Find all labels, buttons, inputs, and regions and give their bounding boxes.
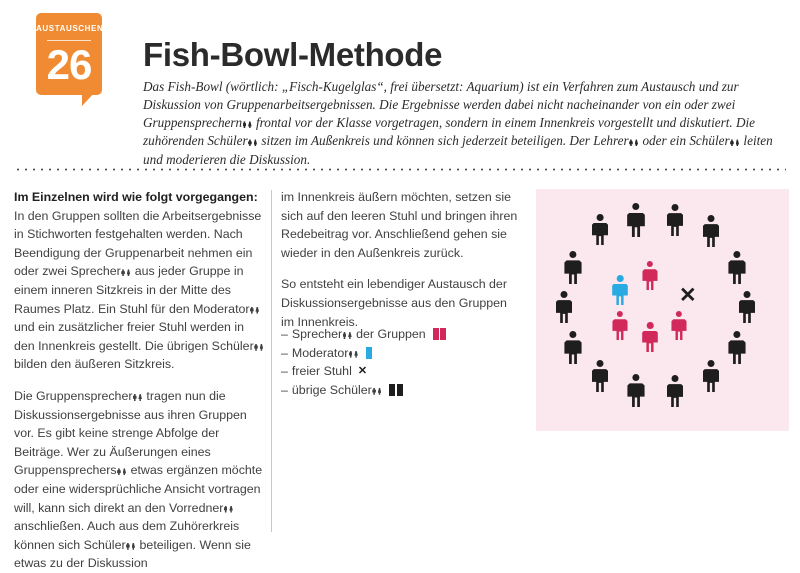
gender-pair-icon bbox=[121, 266, 130, 276]
outer-circle-student-icon bbox=[703, 360, 720, 392]
badge-number-label: 26 bbox=[46, 41, 92, 88]
blue-person-icon bbox=[366, 347, 372, 359]
speaker-person-icon bbox=[642, 261, 657, 290]
outer-circle-student-icon bbox=[627, 203, 645, 237]
fish-bowl-seating-diagram bbox=[536, 189, 789, 431]
outer-circle-student-icon bbox=[564, 331, 581, 364]
person-body bbox=[642, 269, 657, 290]
method-number-badge bbox=[36, 13, 102, 95]
column-divider bbox=[271, 190, 272, 532]
cross-mark-icon: ✕ bbox=[357, 364, 368, 377]
person-body bbox=[564, 260, 581, 284]
person-head bbox=[676, 311, 682, 317]
gender-pair-icon bbox=[126, 540, 135, 550]
person-head bbox=[597, 214, 604, 221]
text-column-middle bbox=[281, 188, 521, 331]
person-icon bbox=[440, 328, 446, 340]
gender-pair-icon bbox=[349, 348, 358, 358]
person-icon bbox=[389, 384, 395, 396]
legend-dash: – bbox=[281, 327, 288, 341]
gender-pair-icon bbox=[224, 503, 233, 513]
person-body bbox=[703, 369, 720, 392]
legend-item bbox=[281, 325, 521, 344]
legend-item bbox=[281, 344, 521, 363]
person-head bbox=[560, 291, 567, 298]
person-head bbox=[647, 322, 654, 329]
person-head bbox=[442, 328, 445, 331]
dotted-separator bbox=[14, 168, 786, 171]
gender-pair-icon bbox=[248, 136, 257, 146]
person-head bbox=[671, 375, 678, 382]
person-body bbox=[728, 260, 745, 284]
person-body bbox=[739, 300, 756, 323]
person-head bbox=[596, 360, 603, 367]
intro-paragraph: Das Fish-Bowl (wörtlich: „Fisch-Kugelglas“, frei übersetzt: Aquarium) ist ein Verfahren zum Austausch und zur Diskussion von Gruppenarbeitsergebnissen. Die Ergebnisse werden dabei nicht nacheinander von ein oder zwei Gruppensprechern frontal vor der Klasse vorgetragen, sondern in einem Innenkreis vorgestellt und diskutiert. Die zuhörenden Schüler sitzen im Außenkreis und können sich jederzeit beteiligen. Der Lehrer oder ein Schüler leiten und moderieren die Diskussion. bbox=[143, 79, 773, 167]
two-red-person-icons bbox=[433, 328, 447, 340]
gender-pair-icon bbox=[372, 385, 381, 395]
outer-circle-student-icon bbox=[564, 251, 581, 284]
speaker-person-icon bbox=[642, 322, 658, 352]
person-body bbox=[366, 350, 372, 358]
person-body bbox=[671, 319, 686, 340]
legend-item bbox=[281, 381, 521, 400]
outer-circle-student-icon bbox=[739, 291, 756, 323]
page-title: Fish-Bowl-Methode bbox=[143, 36, 443, 74]
page-header bbox=[0, 0, 800, 167]
outer-circle-student-icon bbox=[556, 291, 573, 323]
left-column-paragraph-1: In den Gruppen sollten die Arbeitsergebnisse in Stichworten festgehalten werden. Nach Beendigung der Gruppenarbeit nehmen ein oder zwei Sprecher aus jeder Gruppe in einem inneren Sitzkreis in der Mitte des Raumes Platz. Ein Stuhl für den Moderator und ein zusätzlicher freier Stuhl werden in den Innenkreis gestellt. Die übrigen Schüler bilden den äußeren Sitzkreis. bbox=[14, 208, 262, 372]
person-head bbox=[743, 291, 750, 298]
outer-circle-student-icon bbox=[703, 215, 720, 247]
middle-column-paragraph-2: So entsteht ein lebendiger Austausch der Diskussionsergebnisse aus den Gruppen im Innenkreis. bbox=[281, 277, 507, 329]
person-body bbox=[667, 213, 684, 236]
person-head bbox=[434, 328, 437, 331]
speaker-person-icon bbox=[612, 311, 627, 340]
legend-item-label: Moderator bbox=[292, 344, 359, 363]
person-head bbox=[733, 331, 740, 338]
legend-dash: – bbox=[281, 364, 288, 379]
person-icon bbox=[397, 384, 403, 396]
outer-circle-student-icon bbox=[627, 374, 644, 407]
diagram-legend bbox=[281, 325, 521, 399]
outer-circle-student-icon bbox=[728, 251, 745, 284]
person-body bbox=[627, 383, 644, 407]
person-head bbox=[707, 360, 714, 367]
gender-pair-icon bbox=[117, 465, 126, 475]
gender-pair-icon bbox=[629, 136, 638, 146]
person-icon bbox=[366, 347, 372, 359]
person-head bbox=[632, 203, 639, 210]
gender-pair-icon bbox=[343, 329, 352, 339]
person-head bbox=[647, 261, 653, 267]
legend-item bbox=[281, 362, 521, 381]
two-black-person-icons bbox=[389, 384, 403, 396]
person-head bbox=[617, 311, 623, 317]
person-body bbox=[440, 332, 446, 340]
gender-pair-icon bbox=[250, 304, 259, 314]
middle-column-paragraph-1: im Innenkreis äußern möchten, setzen sie sich auf den leeren Stuhl und bringen ihren Redebeitrag vor. Anschließend gehen sie wieder in den Außenkreis zurück. bbox=[281, 190, 518, 260]
free-chair-cross-icon: ✕ bbox=[679, 284, 697, 307]
outer-circle-student-icon bbox=[592, 360, 609, 392]
outer-circle-student-icon bbox=[728, 331, 745, 364]
person-body bbox=[397, 388, 403, 396]
left-column-paragraph-2: Die Gruppensprecher tragen nun die Diskussionsergebnisse aus ihren Gruppen vor. Es gibt keine strenge Abfolge der Beiträge. Wer zu Äußerungen eines Gruppensprechers etwas ergänzen möchte oder eine widersprüchliche Ansicht vortragen will, kann sich direkt an den Vorredner anschließen. Auch aus dem Zuhörerkreis können sich Schüler beteiligen. Wenn sie etwas zu der Diskussion bbox=[14, 388, 263, 571]
legend-dash: – bbox=[281, 382, 288, 397]
left-column-lead: Im Einzelnen wird wie folgt vorgegangen: bbox=[14, 190, 258, 204]
outer-circle-student-icon bbox=[592, 214, 608, 245]
legend-item-label: freier Stuhl bbox=[291, 364, 352, 379]
person-body bbox=[612, 319, 627, 340]
gender-pair-icon bbox=[243, 118, 252, 128]
gender-pair-icon bbox=[133, 391, 142, 401]
person-body bbox=[592, 223, 608, 245]
person-body bbox=[592, 369, 609, 392]
person-body bbox=[642, 331, 658, 352]
person-head bbox=[632, 374, 639, 381]
person-head bbox=[398, 384, 401, 387]
legend-item-label: übrige Schüler bbox=[292, 381, 382, 400]
person-head bbox=[671, 204, 678, 211]
person-body bbox=[556, 300, 573, 323]
text-column-left bbox=[14, 188, 266, 573]
person-icon bbox=[433, 328, 439, 340]
speaker-person-icon bbox=[671, 311, 686, 340]
person-head bbox=[707, 215, 714, 222]
person-head bbox=[391, 384, 394, 387]
person-body bbox=[667, 384, 684, 407]
person-body bbox=[627, 213, 645, 237]
moderator-person-icon bbox=[612, 275, 628, 305]
badge-bubble-tail-icon bbox=[82, 92, 95, 106]
person-head bbox=[367, 347, 370, 350]
person-body bbox=[564, 340, 581, 364]
person-body bbox=[433, 332, 439, 340]
person-body bbox=[703, 224, 720, 247]
person-head bbox=[569, 251, 576, 258]
outer-circle-student-icon bbox=[667, 375, 684, 407]
person-head bbox=[617, 275, 624, 282]
legend-dash: – bbox=[281, 345, 288, 360]
person-body bbox=[389, 388, 395, 396]
person-body bbox=[728, 340, 745, 364]
gender-pair-icon bbox=[730, 136, 739, 146]
legend-item-label: Sprecher der Gruppen bbox=[291, 327, 426, 341]
person-head bbox=[569, 331, 576, 338]
gender-pair-icon bbox=[254, 341, 263, 351]
outer-circle-student-icon bbox=[667, 204, 684, 236]
person-body bbox=[612, 284, 628, 305]
badge-category-label: AUSTAUSCHEN bbox=[36, 24, 104, 33]
person-head bbox=[733, 251, 740, 258]
